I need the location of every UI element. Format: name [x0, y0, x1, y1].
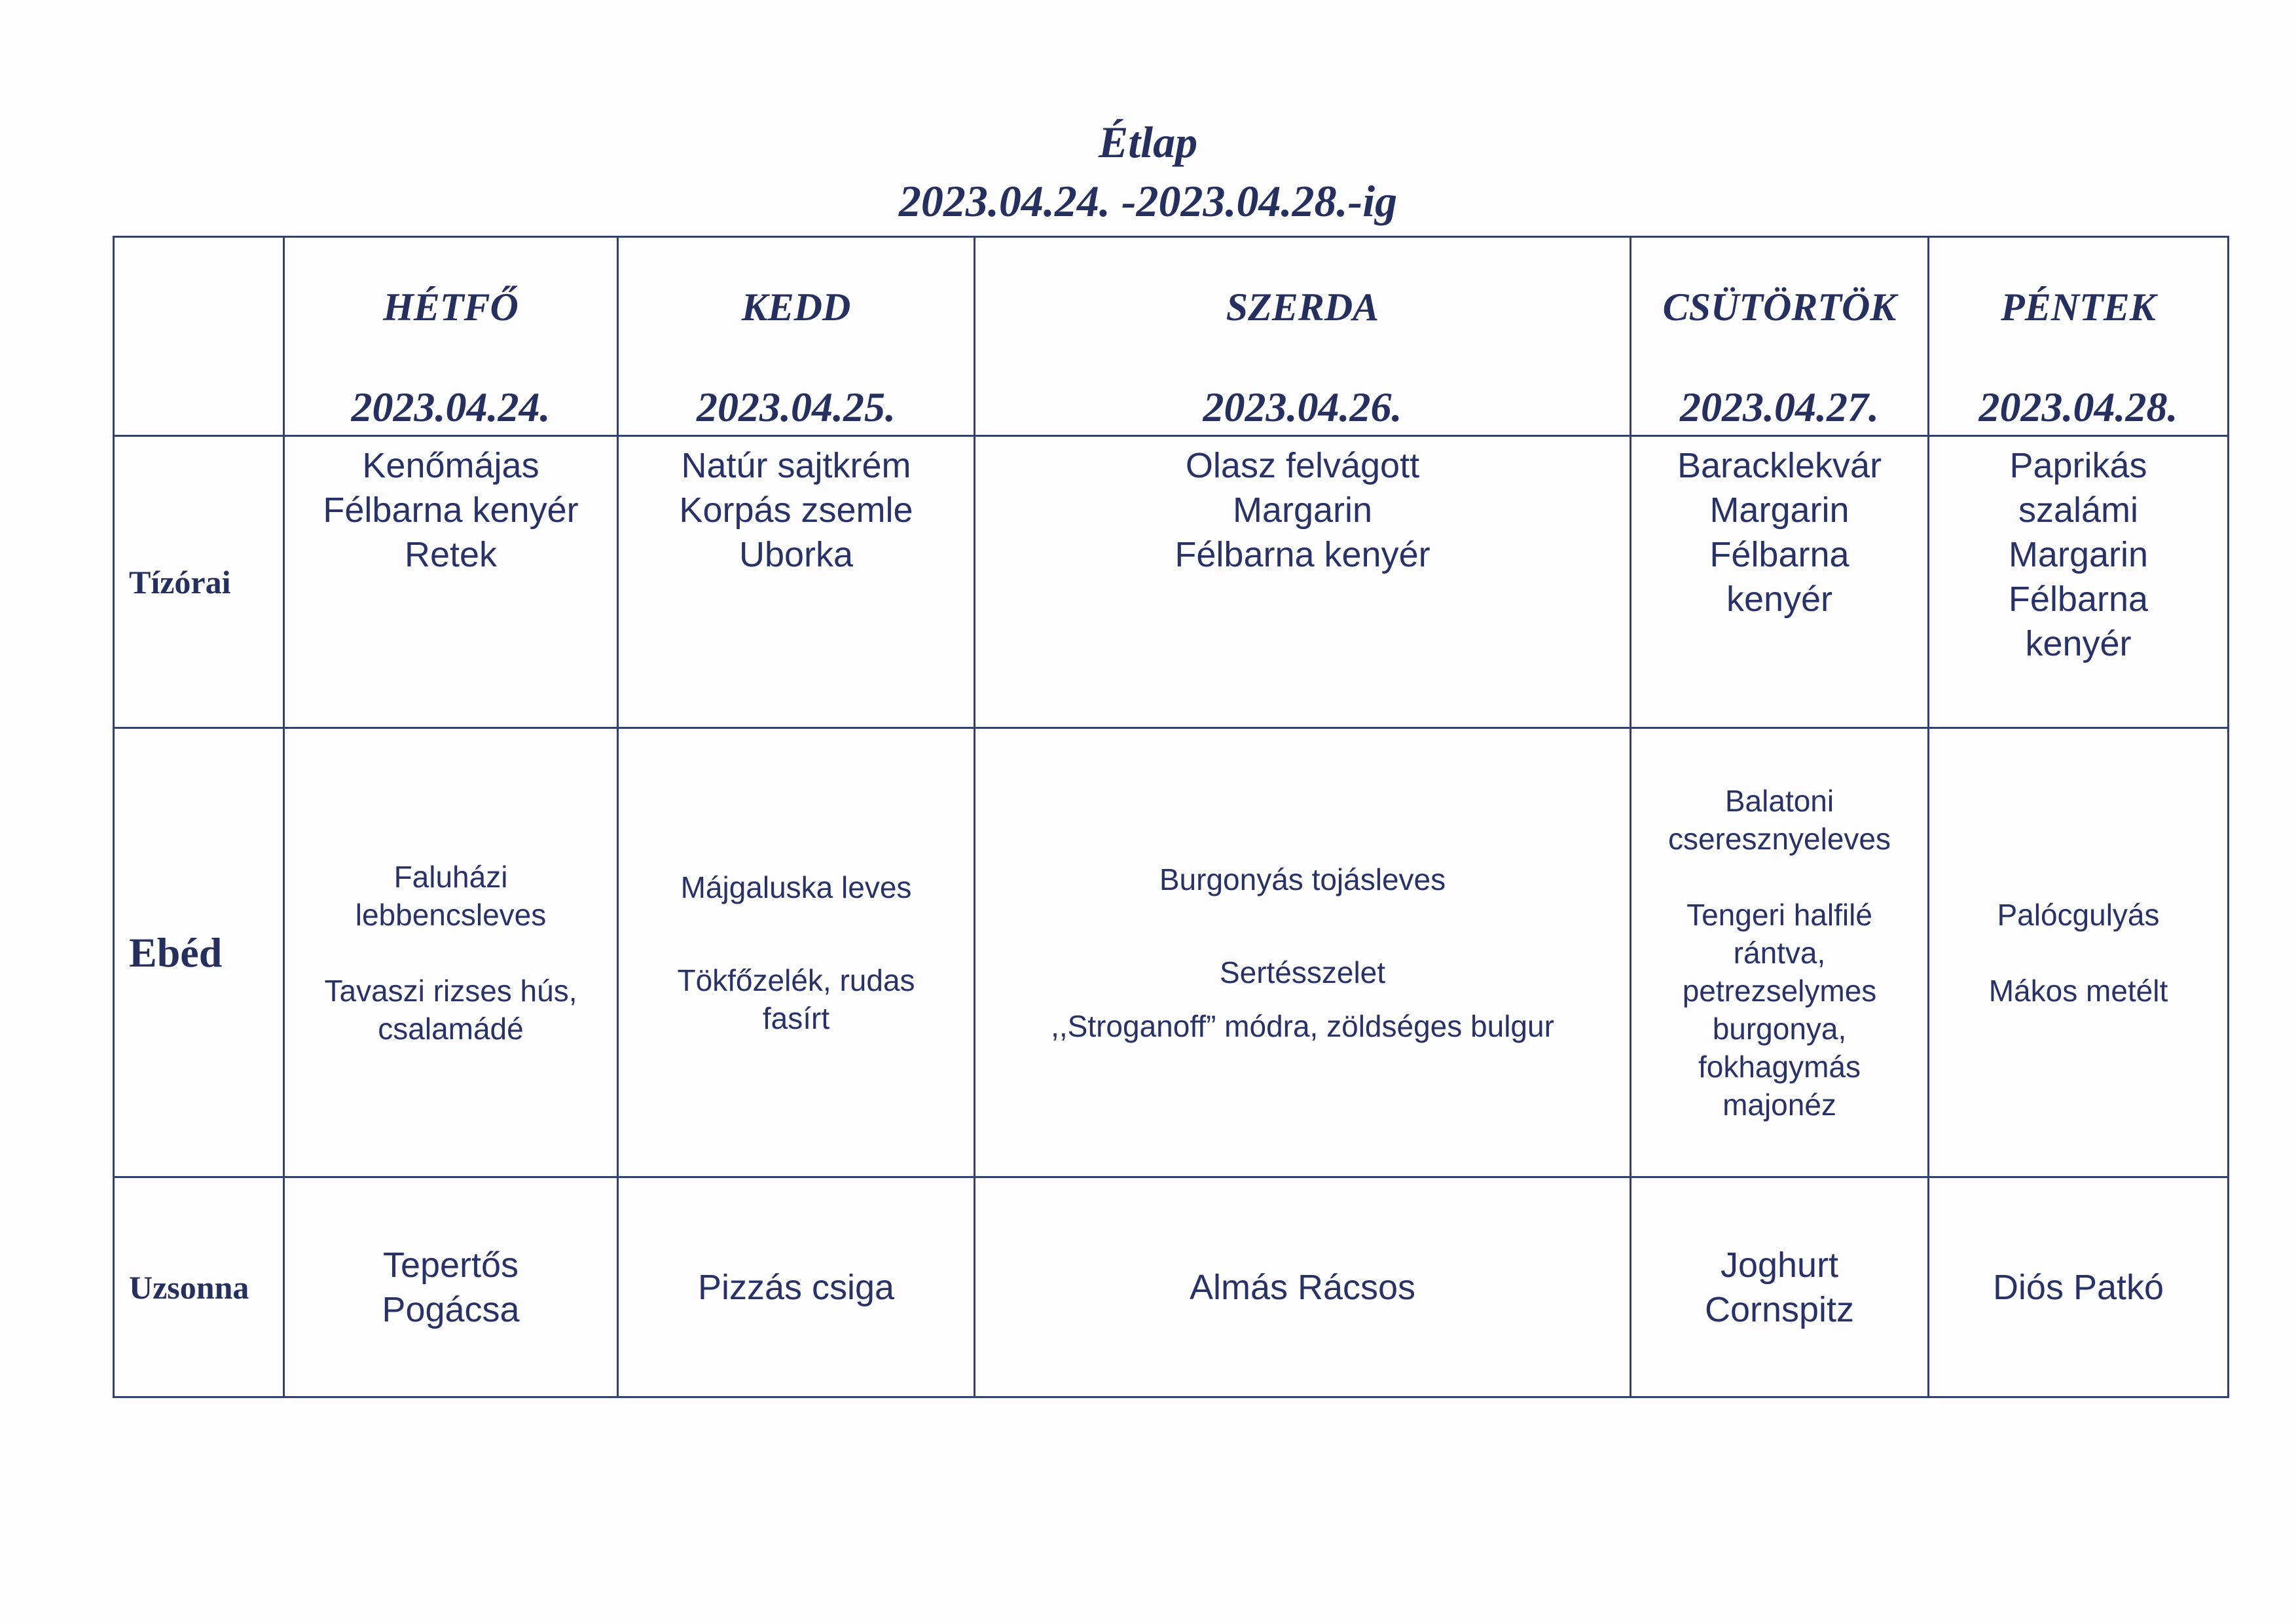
- menu-item: Sertésszelet: [1219, 955, 1386, 989]
- menu-item: Tökfőzelék, rudas: [677, 963, 915, 997]
- corner-cell: [114, 237, 284, 436]
- menu-item: Natúr sajtkrém: [681, 446, 911, 485]
- day-date: 2023.04.27.: [1680, 384, 1879, 430]
- menu-item: Pizzás csiga: [697, 1267, 895, 1307]
- tizorai-thursday: [1631, 436, 1929, 728]
- day-name: PÉNTEK: [2001, 286, 2156, 329]
- menu-item: ,,Stroganoff” módra, zöldséges bulgur: [1051, 1008, 1554, 1043]
- menu-item: Baracklekvár: [1677, 446, 1882, 485]
- menu-item: Olasz felvágott: [1185, 446, 1420, 485]
- header-row: [114, 237, 2229, 436]
- menu-item: szalámi: [2018, 490, 2139, 530]
- day-header-thursday: [1631, 237, 1929, 436]
- menu-item: Tavaszi rizses hús,: [324, 973, 577, 1008]
- menu-item: Tengeri halfilé: [1686, 897, 1872, 932]
- ebed-monday: [284, 728, 618, 1177]
- menu-item: Tepertős: [382, 1245, 519, 1285]
- menu-item: Pogácsa: [382, 1289, 520, 1329]
- menu-table: [113, 236, 2229, 1398]
- row-label-uzsonna: Uzsonna: [114, 1177, 284, 1397]
- day-date: 2023.04.25.: [697, 384, 896, 430]
- ebed-tuesday: [618, 728, 975, 1177]
- menu-item: Retek: [404, 535, 498, 574]
- uzsonna-row: [114, 1177, 2229, 1397]
- tizorai-friday: [1929, 436, 2229, 728]
- menu-item: fasírt: [762, 1001, 830, 1035]
- menu-item: Joghurt: [1720, 1245, 1839, 1285]
- menu-item: Félbarna kenyér: [323, 490, 579, 530]
- menu-item: kenyér: [1726, 580, 1833, 619]
- ebed-row: [114, 728, 2229, 1177]
- row-label-tizorai: Tízórai: [114, 436, 284, 728]
- menu-item: Paprikás: [2009, 446, 2147, 485]
- day-date: 2023.04.24.: [351, 384, 551, 430]
- menu-item: csalamádé: [378, 1011, 524, 1046]
- uzsonna-friday: [1929, 1177, 2229, 1397]
- ebed-wednesday: [975, 728, 1631, 1177]
- menu-item: Palócgulyás: [1997, 897, 2160, 932]
- day-name: KEDD: [741, 286, 851, 329]
- menu-item: Mákos metélt: [1988, 973, 2168, 1008]
- row-label-ebed: Ebéd: [114, 728, 284, 1177]
- menu-item: kenyér: [2025, 624, 2132, 663]
- menu-item: Félbarna: [1709, 535, 1850, 574]
- uzsonna-wednesday: [975, 1177, 1631, 1397]
- day-header-monday: [284, 237, 618, 436]
- day-name: SZERDA: [1226, 286, 1379, 329]
- menu-item: Korpás zsemle: [679, 490, 913, 530]
- menu-item: Margarin: [1709, 490, 1850, 530]
- uzsonna-monday: [284, 1177, 618, 1397]
- menu-item: Margarin: [2008, 535, 2149, 574]
- day-date: 2023.04.28.: [1978, 384, 2178, 430]
- menu-item: majonéz: [1722, 1087, 1836, 1122]
- menu-item: Faluházi: [393, 859, 508, 894]
- menu-item: burgonya,: [1712, 1011, 1847, 1046]
- day-header-wednesday: [975, 237, 1631, 436]
- menu-item: Félbarna kenyér: [1175, 535, 1430, 574]
- tizorai-tuesday: [618, 436, 975, 728]
- menu-item: Májgaluska leves: [680, 870, 912, 904]
- menu-item: rántva,: [1733, 935, 1826, 970]
- menu-item: Margarin: [1232, 490, 1373, 530]
- tizorai-monday: [284, 436, 618, 728]
- menu-item: Cornspitz: [1704, 1289, 1855, 1329]
- day-header-tuesday: [618, 237, 975, 436]
- menu-item: fokhagymás: [1698, 1049, 1861, 1084]
- menu-item: Diós Patkó: [1992, 1267, 2164, 1307]
- uzsonna-tuesday: [618, 1177, 975, 1397]
- uzsonna-thursday: [1631, 1177, 1929, 1397]
- ebed-thursday: [1631, 728, 1929, 1177]
- date-range: 2023.04.24. -2023.04.28.-ig: [898, 176, 1398, 226]
- menu-item: lebbencsleves: [355, 897, 547, 932]
- ebed-friday: [1929, 728, 2229, 1177]
- tizorai-wednesday: [975, 436, 1631, 728]
- day-name: HÉTFŐ: [383, 286, 519, 329]
- menu-item: Félbarna: [2008, 580, 2149, 619]
- menu-item: Uborka: [738, 535, 854, 574]
- day-name: CSÜTÖRTÖK: [1662, 286, 1897, 329]
- tizorai-row: [114, 436, 2229, 728]
- menu-item: petrezselymes: [1682, 973, 1877, 1008]
- day-header-friday: [1929, 237, 2229, 436]
- day-date: 2023.04.26.: [1203, 384, 1402, 430]
- menu-item: cseresznyeleves: [1667, 821, 1891, 856]
- menu-item: Balatoni: [1724, 783, 1834, 818]
- menu-item: Burgonyás tojásleves: [1159, 862, 1446, 896]
- menu-title: Étlap: [1098, 117, 1198, 167]
- menu-item: Kenőmájas: [362, 446, 539, 485]
- menu-item: Almás Rácsos: [1189, 1267, 1416, 1307]
